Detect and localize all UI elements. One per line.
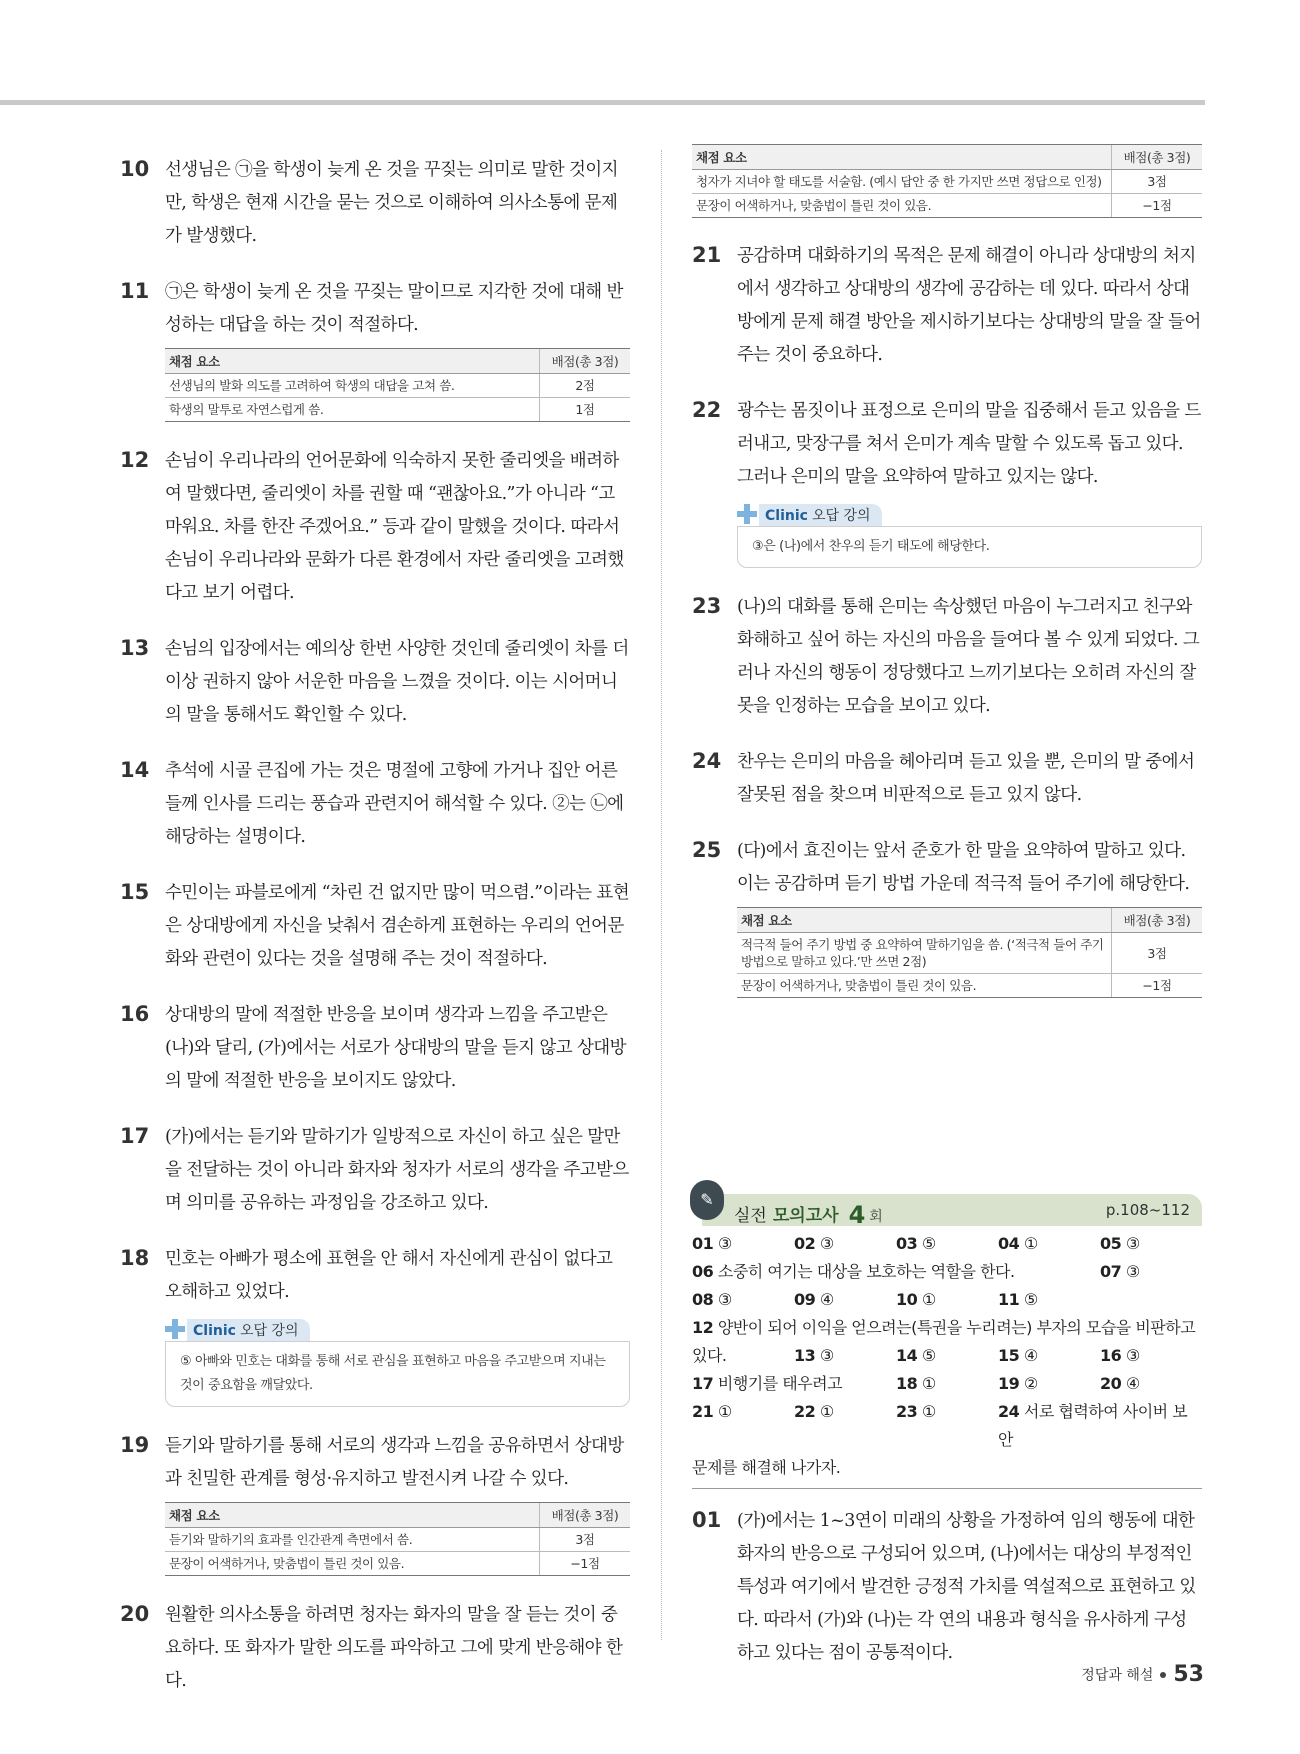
score-table-row bbox=[165, 398, 630, 422]
answer-value: ① bbox=[819, 1402, 834, 1421]
mock-page-range: p.108~112 bbox=[1105, 1201, 1190, 1219]
question-text: (가)에서는 듣기와 말하기가 일방적으로 자신이 하고 싶은 말만을 전달하는 것이 아니라 화자와 청자가 서로의 생각을 주고받으며 의미를 공유하는 과정임을 강조하고 있다. bbox=[165, 1127, 629, 1213]
score-table-row bbox=[692, 170, 1202, 194]
question-number: 14 bbox=[120, 758, 150, 782]
clinic-tab bbox=[187, 1319, 310, 1341]
answer-value: ① bbox=[1023, 1234, 1038, 1253]
answer-number: 10 bbox=[896, 1290, 918, 1309]
answer-cell bbox=[794, 1342, 896, 1370]
answer-number: 06 bbox=[692, 1262, 714, 1281]
question-number: 24 bbox=[692, 749, 722, 773]
answer-key-grid bbox=[692, 1230, 1202, 1482]
answer-value: ③ bbox=[1125, 1346, 1140, 1365]
question-text: 듣기와 말하기를 통해 서로의 생각과 느낌을 공유하면서 상대방과 친밀한 관계를 형성·유지하고 발전시켜 나갈 수 있다. bbox=[165, 1436, 624, 1489]
top-rule bbox=[0, 100, 1205, 105]
answer-cell bbox=[998, 1370, 1100, 1398]
score-table-row bbox=[165, 374, 630, 398]
answer-value: 양반이 되어 이익을 얻으려는(특권을 누리려는) 부자의 모습을 비판하고 bbox=[717, 1318, 1196, 1337]
answer-value: 문제를 해결해 나가자. bbox=[692, 1458, 841, 1477]
answer-value: ① bbox=[921, 1290, 936, 1309]
pencil-note-icon: ✎ bbox=[690, 1180, 724, 1220]
clinic-text: ③은 (나)에서 찬우의 듣기 태도에 해당한다. bbox=[737, 526, 1202, 568]
answer-number: 22 bbox=[794, 1402, 816, 1421]
question-text: 손님이 우리나라의 언어문화에 익숙하지 못한 줄리엣을 배려하여 말했다면, 줄리엣이 차를 권할 때 “괜찮아요.”가 아니라 “고마워요. 차를 한잔 주겠어요.” 등과 같이 말했을 것이다. 따라서 손님이 우리나라와 문화가 다른 환경에서 자란 줄리엣을 고려했다고 보기 어렵다. bbox=[165, 451, 624, 603]
clinic-brand: Clinic bbox=[193, 1323, 236, 1339]
score-item: 청자가 지녀야 할 태도를 서술함. (예시 답안 중 한 가지만 쓰면 정답으로 인정) bbox=[692, 170, 1112, 194]
answer-number: 01 bbox=[692, 1234, 714, 1253]
answer-row bbox=[692, 1398, 1202, 1454]
clinic-header bbox=[737, 502, 1202, 526]
answer-cell bbox=[692, 1370, 896, 1398]
question-number: 22 bbox=[692, 398, 722, 422]
answer-cell bbox=[1100, 1230, 1202, 1258]
answer-value: ③ bbox=[819, 1346, 834, 1365]
score-table-row bbox=[165, 1552, 630, 1576]
answer-value: ⑤ bbox=[1023, 1290, 1038, 1309]
score-points: 3점 bbox=[1112, 170, 1203, 194]
answer-value: ④ bbox=[1125, 1374, 1140, 1393]
score-table bbox=[165, 348, 630, 422]
answer-cell bbox=[692, 1230, 794, 1258]
answer-number: 13 bbox=[794, 1346, 816, 1365]
answer-value: ④ bbox=[1023, 1346, 1038, 1365]
clinic-header bbox=[165, 1317, 630, 1341]
score-table bbox=[737, 907, 1202, 998]
answer-row bbox=[692, 1258, 1202, 1286]
mock-number: 4 bbox=[848, 1201, 866, 1229]
question-number: 15 bbox=[120, 880, 150, 904]
left-column bbox=[120, 154, 630, 1721]
answer-cell bbox=[998, 1342, 1100, 1370]
clinic-note bbox=[737, 502, 1202, 568]
answer-number: 15 bbox=[998, 1346, 1020, 1365]
question-text: 수민이는 파블로에게 “차린 건 없지만 많이 먹으렴.”이라는 표현은 상대방에게 자신을 낮춰서 겸손하게 표현하는 우리의 언어문화와 관련이 있다는 것을 설명해 주는 것이 적절하다. bbox=[165, 883, 630, 969]
answer-cell bbox=[794, 1230, 896, 1258]
score-table-header-row bbox=[692, 145, 1202, 170]
mock-exam-title bbox=[734, 1199, 883, 1227]
score-header-item: 채점 요소 bbox=[692, 145, 1112, 170]
answer-value: ③ bbox=[1125, 1234, 1140, 1253]
answer-value: ③ bbox=[717, 1290, 732, 1309]
answer-number: 07 bbox=[1100, 1262, 1122, 1281]
question-number: 10 bbox=[120, 157, 150, 181]
score-table bbox=[165, 1502, 630, 1576]
score-points: −1점 bbox=[1112, 974, 1203, 998]
answer-number: 19 bbox=[998, 1374, 1020, 1393]
question-14 bbox=[120, 755, 630, 854]
answer-cell bbox=[896, 1286, 998, 1314]
answer-cell bbox=[896, 1230, 998, 1258]
score-table-20 bbox=[692, 144, 1202, 218]
question-text: (나)의 대화를 통해 은미는 속상했던 마음이 누그러지고 친구와 화해하고 싶어 하는 자신의 마음을 들여다 볼 수 있게 되었다. 그러나 자신의 행동이 정당했다고 느끼기보다는 오히려 자신의 잘못을 인정하는 모습을 보이고 있다. bbox=[737, 597, 1200, 716]
question-22 bbox=[692, 395, 1202, 568]
answer-cell bbox=[794, 1286, 896, 1314]
question-10 bbox=[120, 154, 630, 253]
answer-number: 11 bbox=[998, 1290, 1020, 1309]
answer-value: ③ bbox=[1125, 1262, 1140, 1281]
answer-row bbox=[692, 1454, 1202, 1482]
score-item: 문장이 어색하거나, 맞춤법이 틀린 것이 있음. bbox=[165, 1552, 540, 1576]
score-table-header-row bbox=[737, 908, 1202, 933]
score-points: 3점 bbox=[1112, 933, 1203, 974]
answer-row bbox=[692, 1370, 1202, 1398]
answer-number: 20 bbox=[1100, 1374, 1122, 1393]
answer-cell bbox=[896, 1370, 998, 1398]
answer-value: 있다. bbox=[692, 1346, 727, 1365]
question-text: 선생님은 ㉠을 학생이 늦게 온 것을 꾸짖는 의미로 말한 것이지만, 학생은 현재 시간을 묻는 것으로 이해하여 의사소통에 문제가 발생했다. bbox=[165, 160, 618, 246]
plus-icon bbox=[737, 504, 757, 524]
question-number: 25 bbox=[692, 838, 722, 862]
score-header-item: 채점 요소 bbox=[165, 349, 540, 374]
answer-value: ② bbox=[1023, 1374, 1038, 1393]
answer-number: 09 bbox=[794, 1290, 816, 1309]
score-item: 적극적 들어 주기 방법 중 요약하여 말하기임을 씀. (‘적극적 들어 주기 방법으로 말하고 있다.’만 쓰면 2점) bbox=[737, 933, 1112, 974]
score-points: −1점 bbox=[1112, 194, 1203, 218]
footer-dot bbox=[1160, 1672, 1166, 1678]
answer-cell bbox=[998, 1398, 1202, 1454]
answer-number: 14 bbox=[896, 1346, 918, 1365]
question-17 bbox=[120, 1121, 630, 1220]
clinic-tab bbox=[759, 504, 882, 526]
question-number: 11 bbox=[120, 279, 150, 303]
answer-cell bbox=[1100, 1370, 1202, 1398]
question-24 bbox=[692, 746, 1202, 812]
answer-cell bbox=[1100, 1342, 1202, 1370]
answer-value: ③ bbox=[717, 1234, 732, 1253]
mock-exam-header bbox=[700, 1190, 1202, 1229]
answer-value: ③ bbox=[819, 1234, 834, 1253]
page-footer bbox=[1081, 1662, 1204, 1687]
question-number: 20 bbox=[120, 1602, 150, 1626]
score-header-points: 배점(총 3점) bbox=[1112, 145, 1203, 170]
question-number: 12 bbox=[120, 448, 150, 472]
score-header-item: 채점 요소 bbox=[165, 1503, 540, 1528]
score-header-points: 배점(총 3점) bbox=[1112, 908, 1203, 933]
score-item: 문장이 어색하거나, 맞춤법이 틀린 것이 있음. bbox=[737, 974, 1112, 998]
answer-number: 08 bbox=[692, 1290, 714, 1309]
question-text: (가)에서는 1~3연이 미래의 상황을 가정하여 임의 행동에 대한 화자의 반응으로 구성되어 있으며, (나)에서는 대상의 부정적인 특성과 여기에서 발견한 긍정적 가치를 역설적으로 표현하고 있다. 따라서 (가)와 (나)는 각 연의 내용과 형식을 유사하게 구성하고 있다는 점이 공통적이다. bbox=[737, 1511, 1196, 1663]
mock-suffix: 회 bbox=[869, 1209, 883, 1225]
answer-number: 21 bbox=[692, 1402, 714, 1421]
mock-prefix: 실전 bbox=[734, 1206, 767, 1226]
answer-value: ⑤ bbox=[921, 1234, 936, 1253]
answer-number: 04 bbox=[998, 1234, 1020, 1253]
answer-row bbox=[692, 1286, 1202, 1314]
answer-row bbox=[692, 1342, 1202, 1370]
answer-value: ④ bbox=[819, 1290, 834, 1309]
answer-cell bbox=[998, 1230, 1100, 1258]
answer-cell bbox=[692, 1454, 1202, 1482]
question-25 bbox=[692, 835, 1202, 998]
answer-cell bbox=[692, 1398, 794, 1454]
footer-label: 정답과 해설 bbox=[1081, 1667, 1154, 1684]
answer-number: 18 bbox=[896, 1374, 918, 1393]
score-item: 듣기와 말하기의 효과를 인간관계 측면에서 씀. bbox=[165, 1528, 540, 1552]
clinic-suffix: 오답 강의 bbox=[239, 1323, 299, 1339]
question-text: 광수는 몸짓이나 표정으로 은미의 말을 집중해서 듣고 있음을 드러내고, 맞장구를 쳐서 은미가 계속 말할 수 있도록 돕고 있다. 그러나 은미의 말을 요약하여 말하고 있지는 않다. bbox=[737, 401, 1201, 487]
question-text: 공감하며 대화하기의 목적은 문제 해결이 아니라 상대방의 처지에서 생각하고 상대방의 생각에 공감하는 데 있다. 따라서 상대방에게 문제 해결 방안을 제시하기보다는 상대방의 말을 잘 들어주는 것이 중요하다. bbox=[737, 246, 1201, 365]
clinic-text: ⑤ 아빠와 민호는 대화를 통해 서로 관심을 표현하고 마음을 주고받으며 지내는 것이 중요함을 깨달았다. bbox=[165, 1341, 630, 1407]
mock-question-01 bbox=[692, 1505, 1202, 1670]
answer-cell bbox=[896, 1342, 998, 1370]
question-text: 상대방의 말에 적절한 반응을 보이며 생각과 느낌을 주고받은 (나)와 달리, (가)에서는 서로가 상대방의 말을 듣지 않고 상대방의 말에 적절한 반응을 보이지도 않았다. bbox=[165, 1005, 626, 1091]
question-12 bbox=[120, 445, 630, 610]
question-number: 17 bbox=[120, 1124, 150, 1148]
score-header-points: 배점(총 3점) bbox=[540, 349, 631, 374]
score-item: 선생님의 발화 의도를 고려하여 학생의 대답을 고쳐 씀. bbox=[165, 374, 540, 398]
score-table-row bbox=[692, 194, 1202, 218]
answer-value: ① bbox=[921, 1374, 936, 1393]
answer-number: 03 bbox=[896, 1234, 918, 1253]
score-item: 학생의 말투로 자연스럽게 씀. bbox=[165, 398, 540, 422]
mock-exam-section bbox=[692, 1190, 1202, 1693]
question-text: (다)에서 효진이는 앞서 준호가 한 말을 요약하여 말하고 있다. 이는 공감하며 듣기 방법 가운데 적극적 들어 주기에 해당한다. bbox=[737, 841, 1190, 894]
question-13 bbox=[120, 633, 630, 732]
score-header-item: 채점 요소 bbox=[737, 908, 1112, 933]
answer-value: 비행기를 태우려고 bbox=[717, 1374, 843, 1393]
question-21 bbox=[692, 240, 1202, 372]
column-divider bbox=[661, 150, 662, 1640]
plus-icon bbox=[165, 1319, 185, 1339]
question-text: ㉠은 학생이 늦게 온 것을 꾸짖는 말이므로 지각한 것에 대해 반성하는 대답을 하는 것이 적절하다. bbox=[165, 282, 623, 335]
answer-key-rule bbox=[692, 1488, 1202, 1489]
answer-cell bbox=[896, 1398, 998, 1454]
question-number: 16 bbox=[120, 1002, 150, 1026]
answer-cell bbox=[794, 1398, 896, 1454]
question-number: 21 bbox=[692, 243, 722, 267]
score-table-header-row bbox=[165, 349, 630, 374]
question-text: 손님의 입장에서는 예의상 한번 사양한 것인데 줄리엣이 차를 더 이상 권하지 않아 서운한 마음을 느꼈을 것이다. 이는 시어머니의 말을 통해서도 확인할 수 있다. bbox=[165, 639, 629, 725]
score-points: 1점 bbox=[540, 398, 631, 422]
score-points: 3점 bbox=[540, 1528, 631, 1552]
answer-number: 05 bbox=[1100, 1234, 1122, 1253]
answer-value: ① bbox=[717, 1402, 732, 1421]
answer-row bbox=[692, 1230, 1202, 1258]
answer-number: 23 bbox=[896, 1402, 918, 1421]
answer-cell bbox=[692, 1342, 794, 1370]
answer-value: 소중히 여기는 대상을 보호하는 역할을 한다. bbox=[717, 1262, 1015, 1281]
score-table-row bbox=[737, 974, 1202, 998]
answer-cell bbox=[692, 1258, 1100, 1286]
clinic-note bbox=[165, 1317, 630, 1407]
answer-value: ① bbox=[921, 1402, 936, 1421]
question-number: 13 bbox=[120, 636, 150, 660]
score-table-row bbox=[165, 1528, 630, 1552]
answer-row bbox=[692, 1314, 1202, 1342]
answer-value: 서로 협력하여 사이버 보안 bbox=[998, 1402, 1188, 1449]
page-number: 53 bbox=[1173, 1662, 1204, 1687]
question-number: 23 bbox=[692, 594, 722, 618]
question-23 bbox=[692, 591, 1202, 723]
answer-value: ⑤ bbox=[921, 1346, 936, 1365]
question-number: 01 bbox=[692, 1508, 722, 1532]
answer-number: 17 bbox=[692, 1374, 714, 1393]
score-header-points: 배점(총 3점) bbox=[540, 1503, 631, 1528]
question-number: 19 bbox=[120, 1433, 150, 1457]
question-text: 추석에 시골 큰집에 가는 것은 명절에 고향에 가거나 집안 어른들께 인사를 드리는 풍습과 관련지어 해석할 수 있다. ②는 ㉡에 해당하는 설명이다. bbox=[165, 761, 624, 847]
clinic-suffix: 오답 강의 bbox=[811, 508, 871, 524]
score-points: 2점 bbox=[540, 374, 631, 398]
question-16 bbox=[120, 999, 630, 1098]
question-number: 18 bbox=[120, 1246, 150, 1270]
score-item: 문장이 어색하거나, 맞춤법이 틀린 것이 있음. bbox=[692, 194, 1112, 218]
question-18 bbox=[120, 1243, 630, 1407]
clinic-brand: Clinic bbox=[765, 508, 808, 524]
answer-cell bbox=[692, 1314, 1202, 1342]
right-column bbox=[692, 150, 1202, 1021]
question-11 bbox=[120, 276, 630, 422]
answer-cell bbox=[998, 1286, 1100, 1314]
score-points: −1점 bbox=[540, 1552, 631, 1576]
answer-number: 24 bbox=[998, 1402, 1020, 1421]
answer-number: 12 bbox=[692, 1318, 714, 1337]
question-15 bbox=[120, 877, 630, 976]
answer-cell bbox=[1100, 1258, 1202, 1286]
question-text: 민호는 아빠가 평소에 표현을 안 해서 자신에게 관심이 없다고 오해하고 있었다. bbox=[165, 1249, 613, 1302]
answer-number: 02 bbox=[794, 1234, 816, 1253]
question-text: 원활한 의사소통을 하려면 청자는 화자의 말을 잘 듣는 것이 중요하다. 또 화자가 말한 의도를 파악하고 그에 맞게 반응해야 한다. bbox=[165, 1605, 623, 1691]
answer-cell bbox=[692, 1286, 794, 1314]
question-20 bbox=[120, 1599, 630, 1698]
mock-title-text: 모의고사 bbox=[772, 1206, 839, 1226]
score-table-header-row bbox=[165, 1503, 630, 1528]
score-table-row bbox=[737, 933, 1202, 974]
question-19 bbox=[120, 1430, 630, 1576]
question-text: 찬우는 은미의 마음을 헤아리며 듣고 있을 뿐, 은미의 말 중에서 잘못된 점을 찾으며 비판적으로 듣고 있지 않다. bbox=[737, 752, 1195, 805]
answer-number: 16 bbox=[1100, 1346, 1122, 1365]
